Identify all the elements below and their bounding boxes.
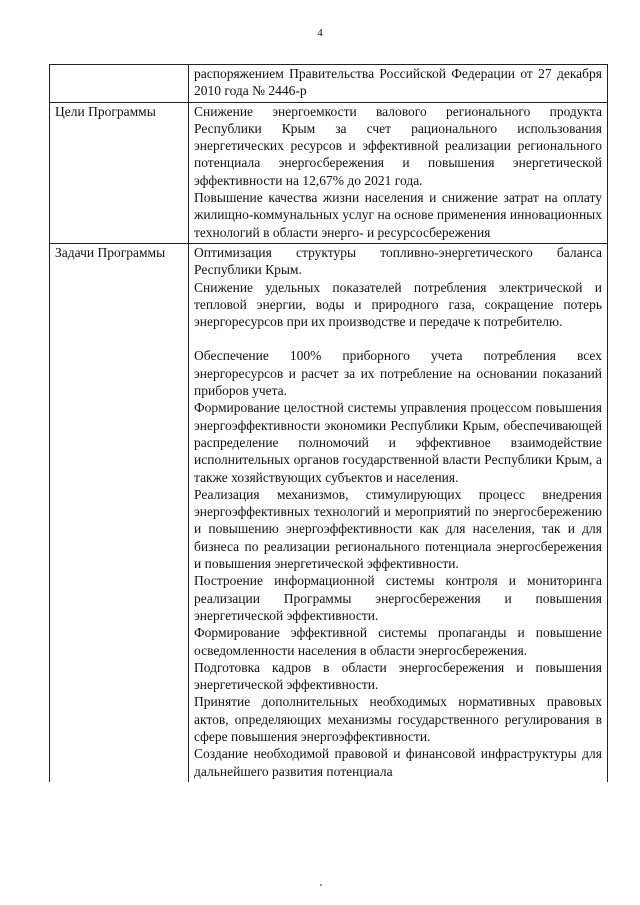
scan-speck bbox=[320, 884, 322, 886]
paragraph: Повышение качества жизни населения и снижение затрат на оплату жилищно-коммунальных услуг на основе применения инновационных технологий в области энерго- и ресурсосбережения bbox=[194, 190, 602, 240]
paragraph: Обеспечение 100% приборного учета потребления всех энергоресурсов и расчет за их потребление на основании показаний приборов учета. bbox=[194, 348, 602, 399]
row-content bbox=[189, 65, 608, 103]
paragraph: Построение информационной системы контроля и мониторинга реализации Программы энергосбережения и повышения энергетической эффективности. bbox=[194, 573, 602, 623]
table-row bbox=[50, 65, 608, 103]
row-label: Цели Программы bbox=[50, 102, 189, 243]
paragraph: распоряжением Правительства Российской Федерации от 27 декабря 2010 года № 2446-р bbox=[194, 66, 602, 99]
paragraph: Подготовка кадров в области энергосбережения и повышения энергетической эффективности. bbox=[194, 659, 602, 693]
row-content bbox=[189, 102, 608, 243]
table-row bbox=[50, 102, 608, 243]
paragraph: Реализация механизмов, стимулирующих процесс внедрения энергоэффективных технологий и мероприятий по энергосбережению и повышению энергоэффективности как для населения, так и для бизнеса по реализации регионального потенциала энергосбережения и повышения энергетической эффективности. bbox=[194, 486, 602, 572]
table-row bbox=[50, 243, 608, 781]
paragraph: Принятие дополнительных необходимых нормативных правовых актов, определяющих механизмы государственного регулирования в сфере повышения энергоэффективности. bbox=[194, 694, 602, 744]
program-passport-table bbox=[49, 64, 608, 782]
row-label: Задачи Программы bbox=[50, 243, 189, 781]
paragraph: Снижение удельных показателей потребления электрической и тепловой энергии, воды и природного газа, сокращение потерь энергоресурсов при их производстве и передаче к потребителю. bbox=[194, 279, 602, 330]
page-number: 4 bbox=[317, 27, 323, 39]
blank-line bbox=[194, 330, 602, 347]
paragraph: Снижение энергоемкости валового регионального продукта Республики Крым за счет рационального использования энергетических ресурсов и эффективной реализации регионального потенциала энергосбережения и повышения энергетической эффективности на 12,67% до 2021 года. bbox=[194, 103, 602, 188]
paragraph: Создание необходимой правовой и финансовой инфраструктуры для дальнейшего развития потенциала bbox=[194, 746, 602, 779]
paragraph: Формирование целостной системы управления процессом повышения энергоэффективности экономики Республики Крым, обеспечивающей распределение полномочий и эффективное взаимодействие исполнительных органов государственной власти Республики Крым, а также хозяйствующих субъектов и населения. bbox=[194, 400, 602, 485]
paragraph: Формирование эффективной системы пропаганды и повышение осведомленности населения в области энергосбережения. bbox=[194, 625, 602, 658]
row-label bbox=[50, 65, 189, 103]
paragraph: Оптимизация структуры топливно-энергетического баланса Республики Крым. bbox=[194, 244, 602, 278]
row-content bbox=[189, 243, 608, 781]
